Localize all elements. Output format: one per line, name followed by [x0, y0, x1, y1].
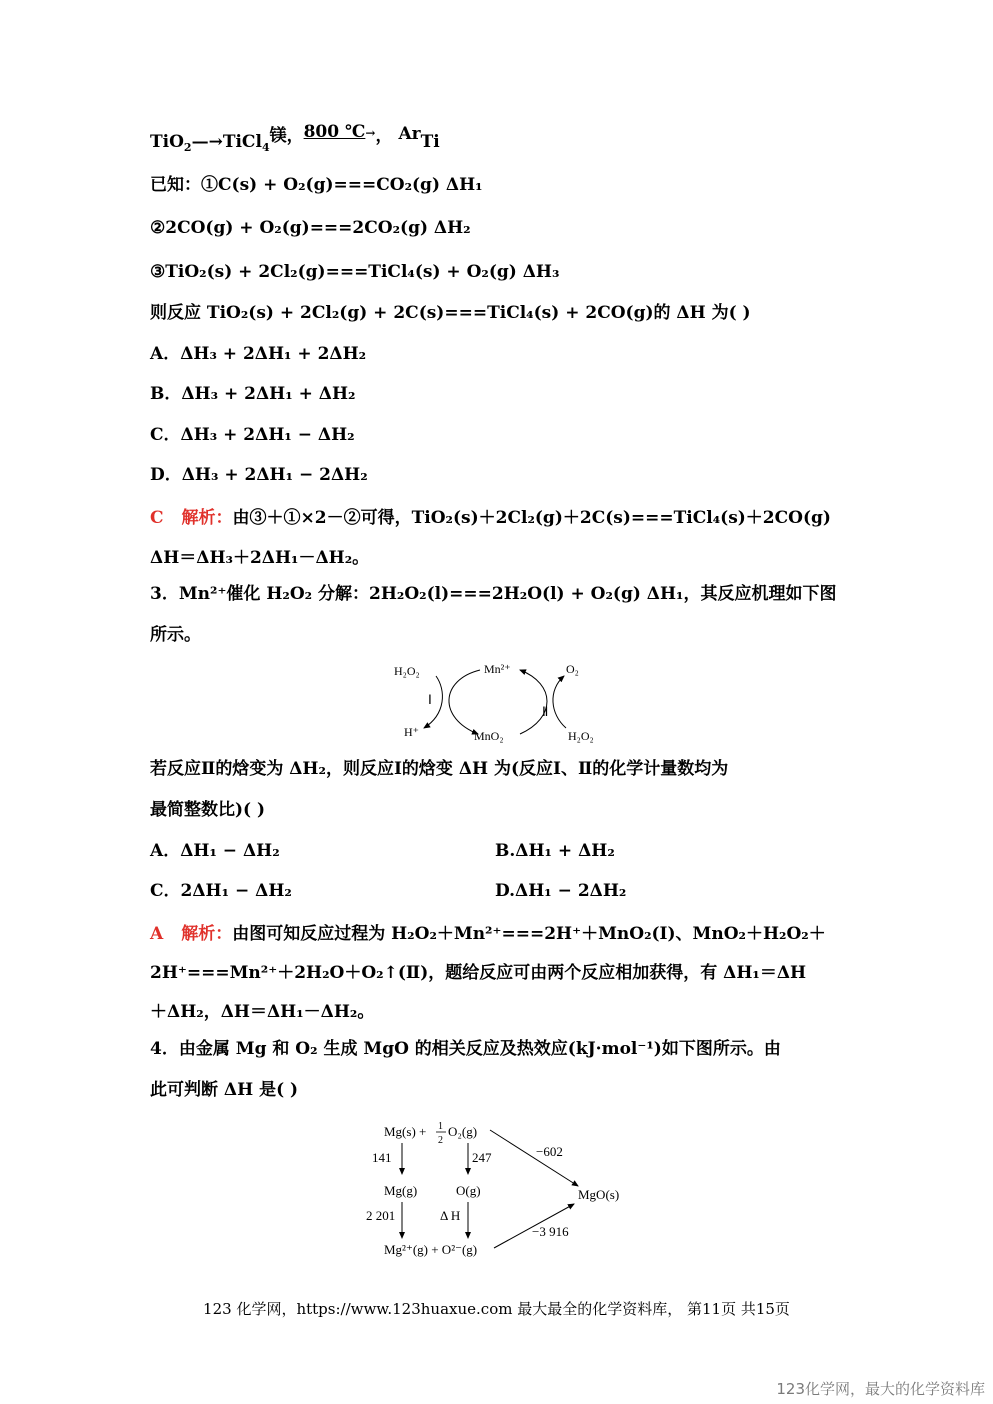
route-sub2: 2 [183, 141, 192, 154]
diag4-mgg: Mg(g) [384, 1183, 418, 1198]
diag3-step1: Ⅰ [428, 692, 432, 707]
diag3-o2: O₂ [566, 662, 579, 676]
route-sub4: 4 [261, 141, 270, 154]
route-temp: 800 ℃ [303, 122, 366, 142]
diag4-v141: 141 [372, 1150, 392, 1165]
route-arrow: —→ [191, 132, 223, 152]
diag4-mgos: MgO(s) [578, 1187, 620, 1202]
q3-explanation-text-1: 由图可知反应过程为 H₂O₂＋Mn²⁺===2H⁺＋MnO₂(Ⅰ)、MnO₂＋H₂O₂＋ [232, 924, 826, 944]
q4-energy-diagram [360, 1116, 640, 1264]
q3-stem-1: 3．Mn²⁺催化 H₂O₂ 分解：2H₂O₂(l)===2H₂O(l) + O₂(g) ΔH₁，其反应机理如下图 [150, 584, 837, 604]
q2-option-a: A．ΔH₃ + 2ΔH₁ + 2ΔH₂ [150, 344, 367, 364]
q2-known-3: ③TiO₂(s) + 2Cl₂(g)===TiCl₄(s) + O₂(g) ΔH₃ [150, 262, 560, 282]
diag4-dh: Δ H [440, 1208, 461, 1223]
q3-question-1: 若反应Ⅱ的焓变为 ΔH₂，则反应Ⅰ的焓变 ΔH 为(反应Ⅰ、Ⅱ的化学计量数均为 [150, 759, 729, 779]
q4-stem-2: 此可判断 ΔH 是( ) [150, 1080, 299, 1100]
diag4-og: O(g) [456, 1183, 481, 1198]
diag4-v247: 247 [472, 1150, 492, 1165]
diag4-half-den: 2 [438, 1135, 443, 1146]
brand-watermark: 123化学网，最大的化学资料库 [776, 1380, 985, 1398]
diag4-start-o2: O₂(g) [448, 1124, 478, 1139]
q3-question-2: 最简整数比)( ) [150, 800, 266, 820]
q3-option-c: C．2ΔH₁ − ΔH₂ [150, 881, 292, 901]
q2-answer: C [150, 508, 164, 528]
q2-explanation-label: 解析： [181, 508, 233, 528]
q2-option-b: B．ΔH₃ + 2ΔH₁ + ΔH₂ [150, 384, 356, 404]
q3-explanation-label: 解析： [181, 924, 233, 944]
route-comma: ， [375, 126, 393, 146]
q2-stem: 则反应 TiO₂(s) + 2Cl₂(g) + 2C(s)===TiCl₄(s) + 2CO(g)的 ΔH 为( ) [150, 303, 751, 323]
diag4-vm602: −602 [536, 1144, 563, 1159]
diag4-vm3916: −3 916 [532, 1224, 569, 1239]
diag3-arc-2-branch [553, 676, 566, 728]
page-footer: 123 化学网，https://www.123huaxue.com 最大最全的化学资料库， 第11页 共15页 [203, 1300, 790, 1318]
q3-explanation-line-2: 2H⁺===Mn²⁺＋2H₂O＋O₂↑(Ⅱ)，题给反应可由两个反应相加获得，有 ΔH₁＝ΔH [150, 963, 807, 983]
q2-route: TiO$_2$—→TiCl$_4$镁，800 ℃→， ArTi [150, 122, 440, 154]
diag4-arrow-602 [490, 1130, 578, 1186]
diag3-arc-1-branch [424, 676, 442, 728]
diag4-v2201: 2 201 [366, 1208, 396, 1223]
q2-option-d: D．ΔH₃ + 2ΔH₁ − 2ΔH₂ [150, 465, 368, 485]
route-ti: Ti [420, 132, 440, 152]
route-tio2: TiO [150, 132, 184, 152]
q3-explanation-line-1 [150, 922, 826, 946]
diag3-mn2: Mn²⁺ [484, 662, 511, 676]
q2-explanation-line-2: ΔH＝ΔH₃＋2ΔH₁－ΔH₂。 [150, 548, 370, 568]
q3-option-a: A．ΔH₁ − ΔH₂ [150, 841, 280, 861]
q3-option-d: D.ΔH₁ − 2ΔH₂ [495, 881, 627, 901]
q4-stem-1: 4．由金属 Mg 和 O₂ 生成 MgO 的相关反应及热效应(kJ·mol⁻¹)如下图所示。由 [150, 1039, 781, 1059]
route-ticl: TiCl [222, 132, 262, 152]
q2-explanation-text-1: 由③＋①×2－②可得，TiO₂(s)＋2Cl₂(g)＋2C(s)===TiCl₄(s)＋2CO(g) [232, 508, 831, 528]
diag4-ions: Mg²⁺(g) + O²⁻(g) [384, 1242, 478, 1257]
q3-option-b: B.ΔH₁ + ΔH₂ [495, 841, 615, 861]
diag3-h2o2-bottom: H₂O₂ [568, 729, 594, 743]
diag3-hplus: H⁺ [404, 725, 419, 739]
diag3-h2o2-top: H₂O₂ [394, 664, 420, 678]
route-ar: Ar [398, 124, 421, 144]
diag4-start-mg: Mg(s) + [384, 1124, 427, 1139]
q2-explanation-line-1 [150, 506, 831, 530]
diag3-arc-2 [520, 670, 547, 734]
diag3-mno2: MnO₂ [474, 729, 504, 743]
q3-answer: A [150, 924, 164, 944]
q2-known-2: ②2CO(g) + O₂(g)===2CO₂(g) ΔH₂ [150, 218, 471, 238]
route-mg: 镁， [269, 126, 304, 146]
q2-known-1: 已知：①C(s) + O₂(g)===CO₂(g) ΔH₁ [150, 175, 483, 195]
q3-explanation-line-3: ＋ΔH₂，ΔH＝ΔH₁－ΔH₂。 [150, 1002, 375, 1022]
diag3-arc-1 [449, 670, 480, 734]
q3-stem-2: 所示。 [150, 625, 201, 645]
q3-mechanism-diagram [380, 656, 620, 748]
diag4-half-num: 1 [438, 1121, 443, 1132]
q2-option-c: C．ΔH₃ + 2ΔH₁ − ΔH₂ [150, 425, 355, 445]
diag3-step2: Ⅱ [542, 704, 549, 719]
